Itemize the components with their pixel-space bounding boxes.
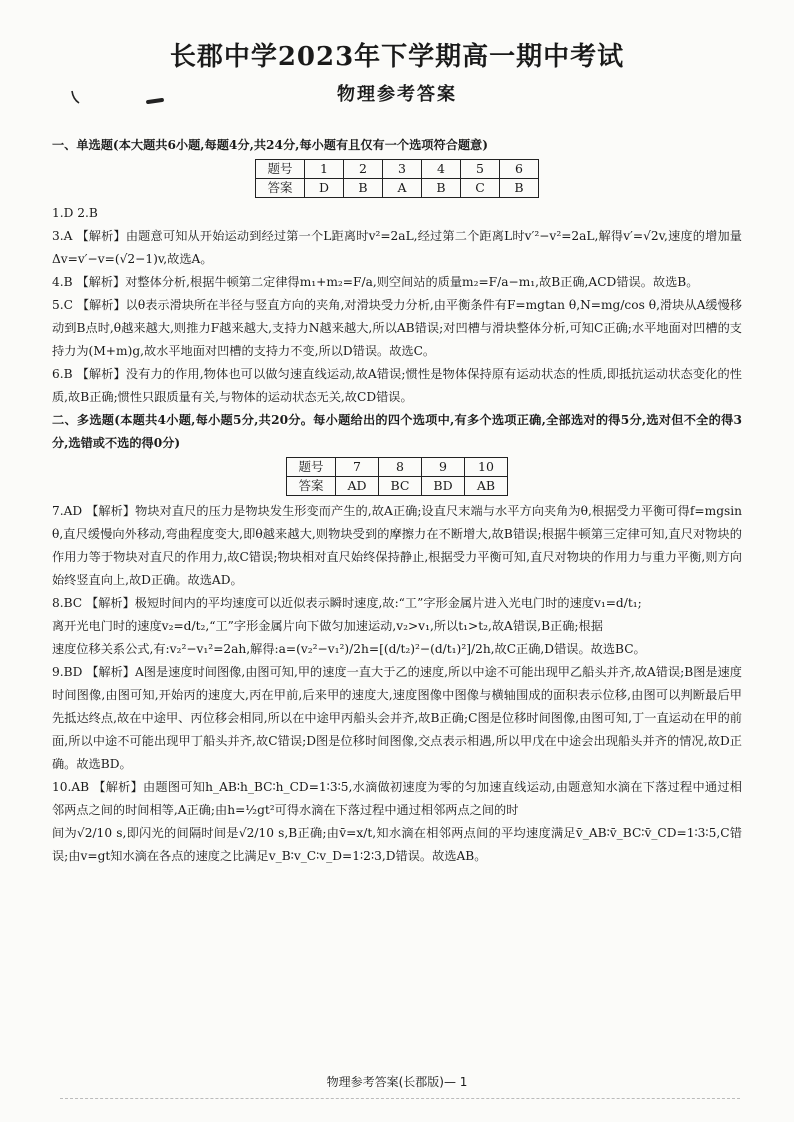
table-cell: A: [383, 179, 422, 198]
answer-q10-line2: 间为√2/10 s,即闪光的间隔时间是√2/10 s,B正确;由v̄=x/t,知水滴在相邻两点间的平均速度满足v̄_AB∶v̄_BC∶v̄_CD=1∶3∶5,C错误;由v=gt知水滴在各点的速度之比满足v_B∶v_C∶v_D=1∶2∶3,D错误。故选AB。: [52, 826, 742, 863]
table-cell: B: [500, 179, 539, 198]
answer-table-multiple: [286, 457, 508, 496]
answer-q1-2: 1.D 2.B: [52, 206, 98, 220]
page-subtitle: 物理参考答案: [337, 84, 457, 105]
table-cell: C: [461, 179, 500, 198]
table-cell: AD: [336, 477, 379, 496]
table-cell: 答案: [287, 477, 336, 496]
table-cell: 2: [344, 160, 383, 179]
answer-q3: 3.A 【解析】由题意可知从开始运动到经过第一个L距离时v²=2aL,经过第二个距离L时v′²−v²=2aL,解得v′=√2v,速度的增加量Δv=v′−v=(√2−1)v,故选A。: [52, 229, 742, 266]
table-cell: 10: [465, 458, 508, 477]
table-cell: 4: [422, 160, 461, 179]
section-heading-multiple-choice: 二、多选题(本题共4小题,每小题5分,共20分。每小题给出的四个选项中,有多个选项正确,全部选对的得5分,选对但不全的得3分,选错或不选的得0分): [52, 413, 742, 450]
table-row: [256, 179, 539, 198]
table-cell: 答案: [256, 179, 305, 198]
table-cell: B: [344, 179, 383, 198]
table-cell: 7: [336, 458, 379, 477]
table-cell: 5: [461, 160, 500, 179]
table-row: [287, 458, 508, 477]
footer-divider: [60, 1098, 740, 1099]
answer-q4: 4.B 【解析】对整体分析,根据牛顿第二定律得m₁+m₂=F/a,则空间站的质量m₂=F/a−m₁,故B正确,ACD错误。故选B。: [52, 275, 699, 289]
table-cell: 题号: [287, 458, 336, 477]
table-cell: 9: [422, 458, 465, 477]
answer-q8-line2: 离开光电门时的速度v₂=d/t₂,“工”字形金属片向下做匀加速运动,v₂>v₁,所以t₁>t₂,故A错误,B正确;根据: [52, 619, 603, 633]
table-cell: 6: [500, 160, 539, 179]
table-cell: 题号: [256, 160, 305, 179]
page-title: 长郡中学2023年下学期高一期中考试: [169, 42, 625, 72]
answer-q7: 7.AD 【解析】物块对直尺的压力是物块发生形变而产生的,故A正确;设直尺末端与水平方向夹角为θ,根据受力平衡可得f=mgsin θ,直尺缓慢向外移动,弯曲程度变大,即θ越来越大,则物块受到的摩擦力在不断增大,故B错误;根据牛顿第三定律可知,直尺对物块的作用力等于物块对直尺的作用力,故C错误;物块相对直尺始终保持静止,根据受力平衡可知,直尺对物块的作用力与重力平衡,则方向始终竖直向上,故D正确。故选AD。: [52, 504, 742, 587]
table-cell: B: [422, 179, 461, 198]
table-row: [287, 477, 508, 496]
answer-q8-line3: 速度位移关系公式,有:v₂²−v₁²=2ah,解得:a=(v₂²−v₁²)/2h=[(d/t₂)²−(d/t₁)²]/2h,故C正确,D错误。故选BC。: [52, 642, 646, 656]
table-cell: 3: [383, 160, 422, 179]
table-cell: 1: [305, 160, 344, 179]
answer-q10-line1: 10.AB 【解析】由题图可知h_AB∶h_BC∶h_CD=1∶3∶5,水滴做初速度为零的匀加速直线运动,由题意知水滴在下落过程中通过相邻两点之间的时间相等,A正确;由h=½gt²可得水滴在下落过程中通过相邻两点之间的时: [52, 780, 742, 817]
answer-q6: 6.B 【解析】没有力的作用,物体也可以做匀速直线运动,故A错误;惯性是物体保持原有运动状态的性质,即抵抗运动状态变化的性质,故B正确;惯性只跟质量有关,与物体的运动状态无关,故CD错误。: [52, 367, 742, 404]
answer-body: [52, 134, 742, 868]
section-heading-single-choice: 一、单选题(本大题共6小题,每题4分,共24分,每小题有且仅有一个选项符合题意): [52, 138, 488, 152]
table-cell: 8: [379, 458, 422, 477]
table-row: [256, 160, 539, 179]
table-cell: BC: [379, 477, 422, 496]
answer-table-single: [255, 159, 539, 198]
answer-q9: 9.BD 【解析】A图是速度时间图像,由图可知,甲的速度一直大于乙的速度,所以中途不可能出现甲乙船头并齐,故A错误;B图是速度时间图像,由图可知,开始丙的速度大,丙在甲前,后来甲的速度大,速度图像中图像与横轴围成的面积表示位移,由图可以判断最后甲先抵达终点,故在中途甲、丙位移会相同,所以在中途甲丙船头会并齐,故B正确;C图是位移时间图像,由图可知,丁一直运动在甲的前面,所以中途不可能出现甲丁船头并齐,故C错误;D图是位移时间图像,交点表示相遇,所以甲戊在中途会出现船头并齐的情况,故D正确。故选BD。: [52, 665, 742, 771]
answer-q5: 5.C 【解析】以θ表示滑块所在半径与竖直方向的夹角,对滑块受力分析,由平衡条件有F=mgtan θ,N=mg/cos θ,滑块从A缓慢移动到B点时,θ越来越大,则推力F越来越大,支持力N越来越大,所以AB错误;对凹槽与滑块整体分析,可知C正确;水平地面对凹槽的支持力为(M+m)g,故水平地面对凹槽的支持力不变,所以D错误。故选C。: [52, 298, 742, 358]
table-cell: D: [305, 179, 344, 198]
table-cell: BD: [422, 477, 465, 496]
page-footer: 物理参考答案(长郡版)— 1: [326, 1075, 468, 1089]
answer-q8-line1: 8.BC 【解析】极短时间内的平均速度可以近似表示瞬时速度,故:“工”字形金属片进入光电门时的速度v₁=d/t₁;: [52, 596, 642, 610]
table-cell: AB: [465, 477, 508, 496]
